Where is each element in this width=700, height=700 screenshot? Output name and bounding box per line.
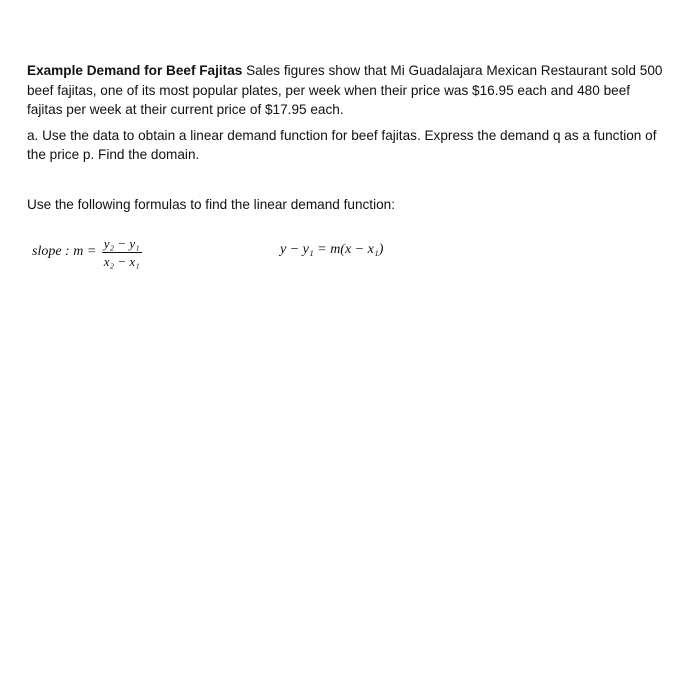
slope-denominator: x₂ − x₁	[103, 253, 140, 269]
slope-fraction	[102, 236, 142, 269]
problem-statement	[27, 61, 667, 120]
slope-numerator: y₂ − y₁	[103, 235, 140, 251]
slope-formula	[32, 232, 142, 272]
example-label: Example	[27, 63, 83, 78]
instruction-text: Use the following formulas to find the linear demand function:	[27, 196, 395, 212]
slope-label: slope : m =	[32, 244, 100, 259]
problem-text	[27, 61, 667, 214]
point-slope-formula: y − y₁ = m(x − x₁)	[280, 242, 384, 257]
formula-area	[32, 232, 652, 282]
part-a-text: a. Use the data to obtain a linear demand function for beef fajitas. Express the demand q as a function of the price p. Find the domain.	[27, 127, 657, 162]
problem-body: Sales figures show that Mi Guadalajara Mexican Restaurant sold 500 beef fajitas, one of its most popular plates, per week when their price was $16.95 each and 480 beef fajitas per week at their current price of $17.95 each.	[27, 63, 663, 117]
problem-title: Demand for Beef Fajitas	[86, 63, 243, 78]
